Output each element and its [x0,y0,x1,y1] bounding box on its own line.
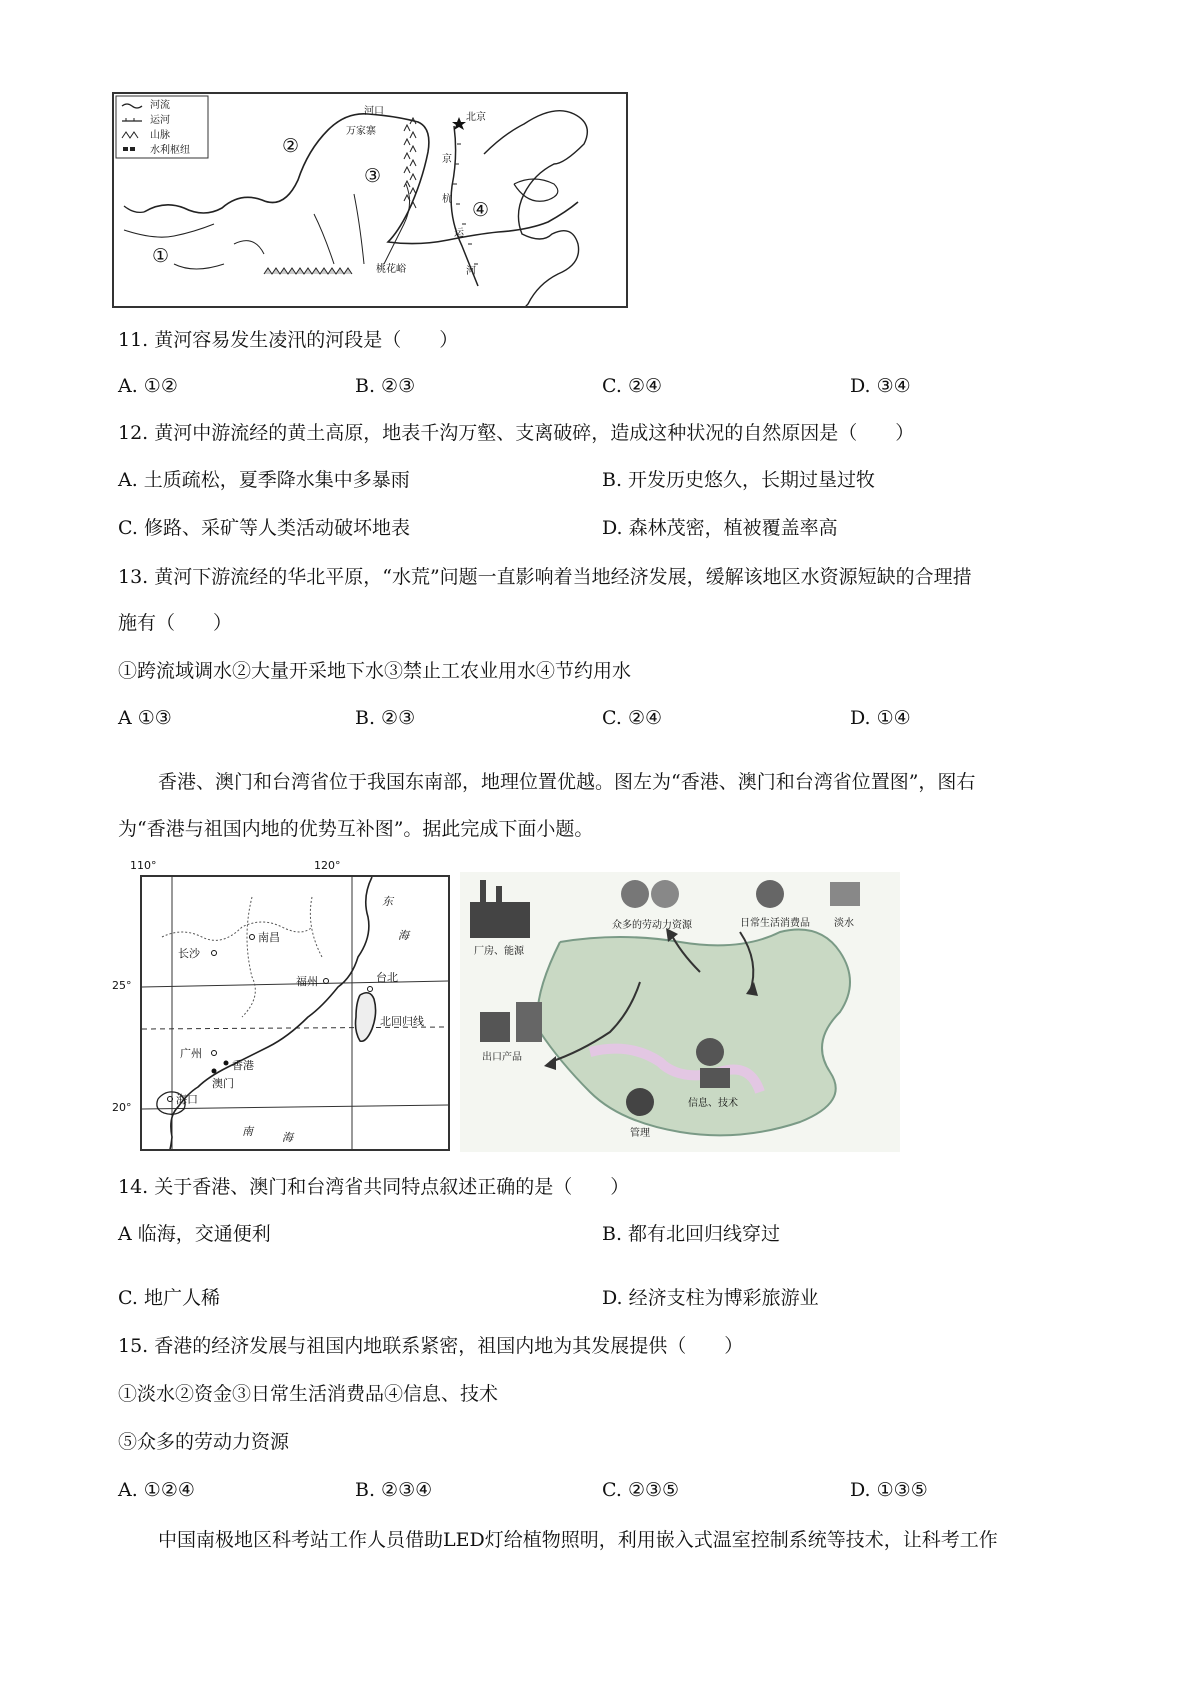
intro-line1: 香港、澳门和台湾省位于我国东南部，地理位置优越。图左为“香港、澳门和台湾省位置图”，图右 [158,771,976,793]
legend-mountain: 山脉 [150,130,170,141]
lat-20: 20° [112,1101,132,1114]
label-canal-3: 运 [454,228,464,239]
city-hongkong: 香港 [232,1059,254,1072]
q12-option-a[interactable]: A. 土质疏松，夏季降水集中多暴雨 [118,469,410,491]
q12-stem: 12. 黄河中游流经的黄土高原，地表千沟万壑、支离破碎，造成这种状况的自然原因是（ ） [118,422,915,444]
q13-option-d[interactable]: D. ①④ [850,707,911,729]
segment-3-marker: ③ [364,165,382,187]
segment-1-marker: ① [152,245,170,267]
q11-option-a[interactable]: A. ①② [118,375,178,397]
label-taohuayu: 桃花峪 [376,264,406,275]
nanhai-1: 南 [242,1125,253,1138]
diagram-export: 出口产品 [482,1052,522,1063]
donghai-2: 海 [398,929,409,942]
diagram-consumer-goods: 日常生活消费品 [740,918,810,929]
tropic-label: 北回归线 [380,1015,424,1028]
hk-macao-taiwan-map [112,859,450,1151]
yellow-river-map [112,92,628,308]
city-nanchang: 南昌 [258,931,280,944]
donghai-1: 东 [382,895,393,908]
complementary-diagram [460,872,900,1152]
q13-option-a[interactable]: A ①③ [118,707,172,729]
label-beijing: 北京 [466,112,486,123]
q15-option-c[interactable]: C. ②③⑤ [602,1479,680,1501]
q13-stem-line1: 13. 黄河下游流经的华北平原，“水荒”问题一直影响着当地经济发展，缓解该地区水资源短缺的合理措 [118,566,972,588]
q14-option-c[interactable]: C. 地广人稀 [118,1287,220,1309]
q11-option-b[interactable]: B. ②③ [355,375,416,397]
city-fuzhou: 福州 [296,975,318,988]
q12-option-c[interactable]: C. 修路、采矿等人类活动破坏地表 [118,517,410,539]
q15-statements-2: ⑤众多的劳动力资源 [118,1431,290,1453]
legend-canal: 运河 [150,115,170,126]
diagram-labor: 众多的劳动力资源 [612,920,692,931]
label-canal-4: 河 [466,266,476,277]
city-guangzhou: 广州 [180,1047,202,1060]
q14-stem: 14. 关于香港、澳门和台湾省共同特点叙述正确的是（ ） [118,1176,630,1198]
q11-option-c[interactable]: C. ②④ [602,375,663,397]
q12-option-b[interactable]: B. 开发历史悠久，长期过垦过牧 [602,469,876,491]
label-wanjiazhai: 万家寨 [346,126,376,137]
segment-2-marker: ② [282,135,300,157]
q15-statements-1: ①淡水②资金③日常生活消费品④信息、技术 [118,1383,499,1405]
city-changsha: 长沙 [178,947,200,960]
nanhai-2: 海 [282,1131,293,1144]
q15-option-b[interactable]: B. ②③④ [355,1479,433,1501]
label-canal-2: 杭 [442,194,452,205]
label-canal-1: 京 [442,154,452,165]
q14-option-b[interactable]: B. 都有北回归线穿过 [602,1223,781,1245]
intro-line2: 为“香港与祖国内地的优势互补图”。据此完成下面小题。 [118,818,594,840]
lon-110: 110° [130,859,157,872]
diagram-management: 管理 [630,1128,650,1139]
q11-stem: 11. 黄河容易发生凌汛的河段是（ ） [118,329,459,351]
diagram-freshwater: 淡水 [834,918,854,929]
city-taipei: 台北 [376,971,398,984]
q11-option-d[interactable]: D. ③④ [850,375,911,397]
diagram-factory-energy: 厂房、能源 [474,946,524,957]
legend-river: 河流 [150,100,170,111]
q15-stem: 15. 香港的经济发展与祖国内地联系紧密，祖国内地为其发展提供（ ） [118,1335,744,1357]
segment-4-marker: ④ [472,199,490,221]
q14-option-d[interactable]: D. 经济支柱为博彩旅游业 [602,1287,819,1309]
q15-option-a[interactable]: A. ①②④ [118,1479,195,1501]
legend-hydro: 水利枢纽 [150,145,190,156]
q12-option-d[interactable]: D. 森林茂密，植被覆盖率高 [602,517,838,539]
q14-option-a[interactable]: A 临海，交通便利 [118,1223,271,1245]
lat-25: 25° [112,979,132,992]
next-passage-line1: 中国南极地区科考站工作人员借助LED灯给植物照明，利用嵌入式温室控制系统等技术，让科考工作 [158,1529,998,1551]
q13-option-c[interactable]: C. ②④ [602,707,663,729]
label-hekou: 河口 [364,106,384,117]
city-haikou: 海口 [176,1093,198,1106]
q13-option-b[interactable]: B. ②③ [355,707,416,729]
lon-120: 120° [314,859,341,872]
city-macao: 澳门 [212,1077,234,1090]
q13-stem-line2: 施有（ ） [118,612,233,634]
q13-statements: ①跨流域调水②大量开采地下水③禁止工农业用水④节约用水 [118,660,632,682]
q15-option-d[interactable]: D. ①③⑤ [850,1479,928,1501]
diagram-info-tech: 信息、技术 [688,1098,738,1109]
